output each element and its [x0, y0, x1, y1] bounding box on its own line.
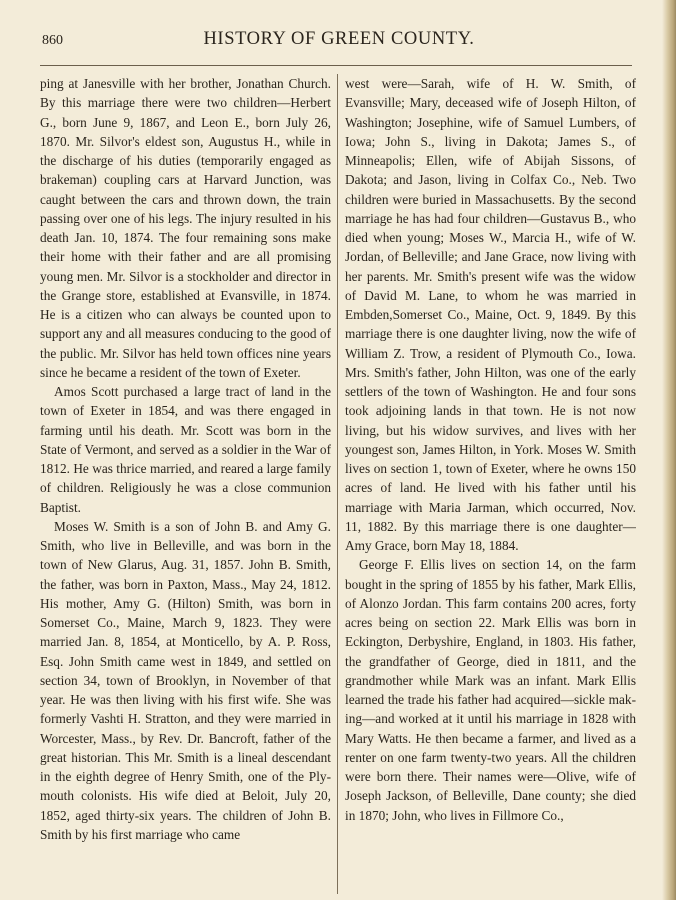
right-column — [345, 74, 636, 900]
paragraph: Moses W. Smith is a son of John B. and Amy G. Smith, who live in Belleville, and was born in the town of New Glarus, Aug. 31, 1857. John B. Smith, the father, was born in Paxton, Mass., May 24, 1812. His mother, Amy G. (Hilton) Smith, was born in Somerset Co., Maine, March 9, 1823. They were married Jan. 8, 1854, at Monticello, by A. P. Ross, Esq. John Smith came west in 1849, and settled on section 34, town of Brooklyn, in November of that year. He was then living with his first wife. She was formerly Vashti H. Stratton, and they were married in Worcester, Mass., by Rev. Dr. Bancroft, father of the great historian. This Mr. Smith is a lineal descendant in the eighth degree of Henry Smith, one of the Plymouth colonists. His wife died at Beloit, July 20, 1852, aged thirty-six years. The children of John B. Smith by his first marriage who came — [40, 518, 331, 842]
column-divider — [337, 74, 338, 894]
page-header — [42, 29, 636, 51]
paragraph: Amos Scott purchased a large tract of land in the town of Exeter in 1854, and was there engaged in farming until his death. Mr. Scott was born in the State of Vermont, and served as a soldier in the War of 1812. He was thrice married, and reared a large family of children. Religiously he was a close communion Baptist. — [40, 384, 331, 515]
header-rule — [40, 65, 632, 66]
paragraph: ping at Janesville with her brother, Jonathan Church. By this marriage there were two children—Herbert G., born June 9, 1867, and Leon E., born July 26, 1870. Mr. Silvor's eldest son, Augustus H., while in the discharge of his duties (temporarily engaged as brakeman) coupling cars at Harvard Junction, was caught between the cars and thrown down, the train passing over one of his legs. The injury resulted in his death Jan. 10, 1874. The four remaining sons make their home with their father and are all promising young men. Mr. Silvor is a stockholder and director in the Grange store, established at Evansville, in 1874. He is a citizen who can always be counted upon to support any and all measures conducing to the good of the public. Mr. Silvor has held town offices nine years since he became a resident of the town of Exeter. — [40, 76, 331, 380]
page-number: 860 — [42, 33, 63, 48]
left-column — [40, 74, 331, 900]
running-head-title: HISTORY OF GREEN COUNTY. — [203, 29, 475, 49]
page-edge-shadow — [662, 0, 676, 900]
paragraph: George F. Ellis lives on section 14, on the farm bought in the spring of 1855 by his father, Mark Ellis, of Alonzo Jordan. This farm contains 200 acres, forty acres being on section 22. Mark Ellis was born in Eckington, Derbyshire, England, in 1803. His father, the grandfather of George, died in 1811, and the grandmother while Mark was an infant. Mark Ellis learned the trade his father had acquired—sickle making—and worked at it until his marriage in 1828 with Mary Watts. He then became a farmer, and lived as a renter on one farm twenty-two years. All the children were born there. Their names were—Olive, wife of Joseph Jackson, of Belleville, Dane county; she died in 1870; John, who lives in Fillmore Co., — [345, 557, 636, 823]
paragraph: west were—Sarah, wife of H. W. Smith, of Evansville; Mary, deceased wife of Joseph Hilton, of Washington; Josephine, wife of Samuel Lumbers, of Iowa; John S., living in Dakota; James S., of Minneapolis; Ellen, wife of Abijah Sissons, of Dakota; and Jason, living in Colfax Co., Neb. Two children were buried in Massachusetts. By the second marriage he has had four children—Gustavus B., who died when young; Moses W., Marcia H., wife of W. Jordan, of Belleville; and Jane Grace, now living with her parents. Mr. Smith's present wife was the widow of David M. Lane, to whom he was married in Embden,Somerset Co., Maine, Oct. 9, 1849. By this marriage there is one daughter living, now the wife of William Z. Trow, a resident of Plymouth Co., Iowa. Mrs. Smith's father, John Hilton, was one of the early settlers of the town of Washington. He and four sons took adjoining lands in that town. He is not now living, but his widow survives, and lives with her youngest son, James Hilton, in York. Moses W. Smith lives on section 1, town of Exeter, where he owns 150 acres of land. He lived with his father until his marriage with Maria Jarman, which occurred, Nov. 11, 1882. By this marriage there is one daughter—Amy Grace, born May 18, 1884. — [345, 76, 636, 553]
